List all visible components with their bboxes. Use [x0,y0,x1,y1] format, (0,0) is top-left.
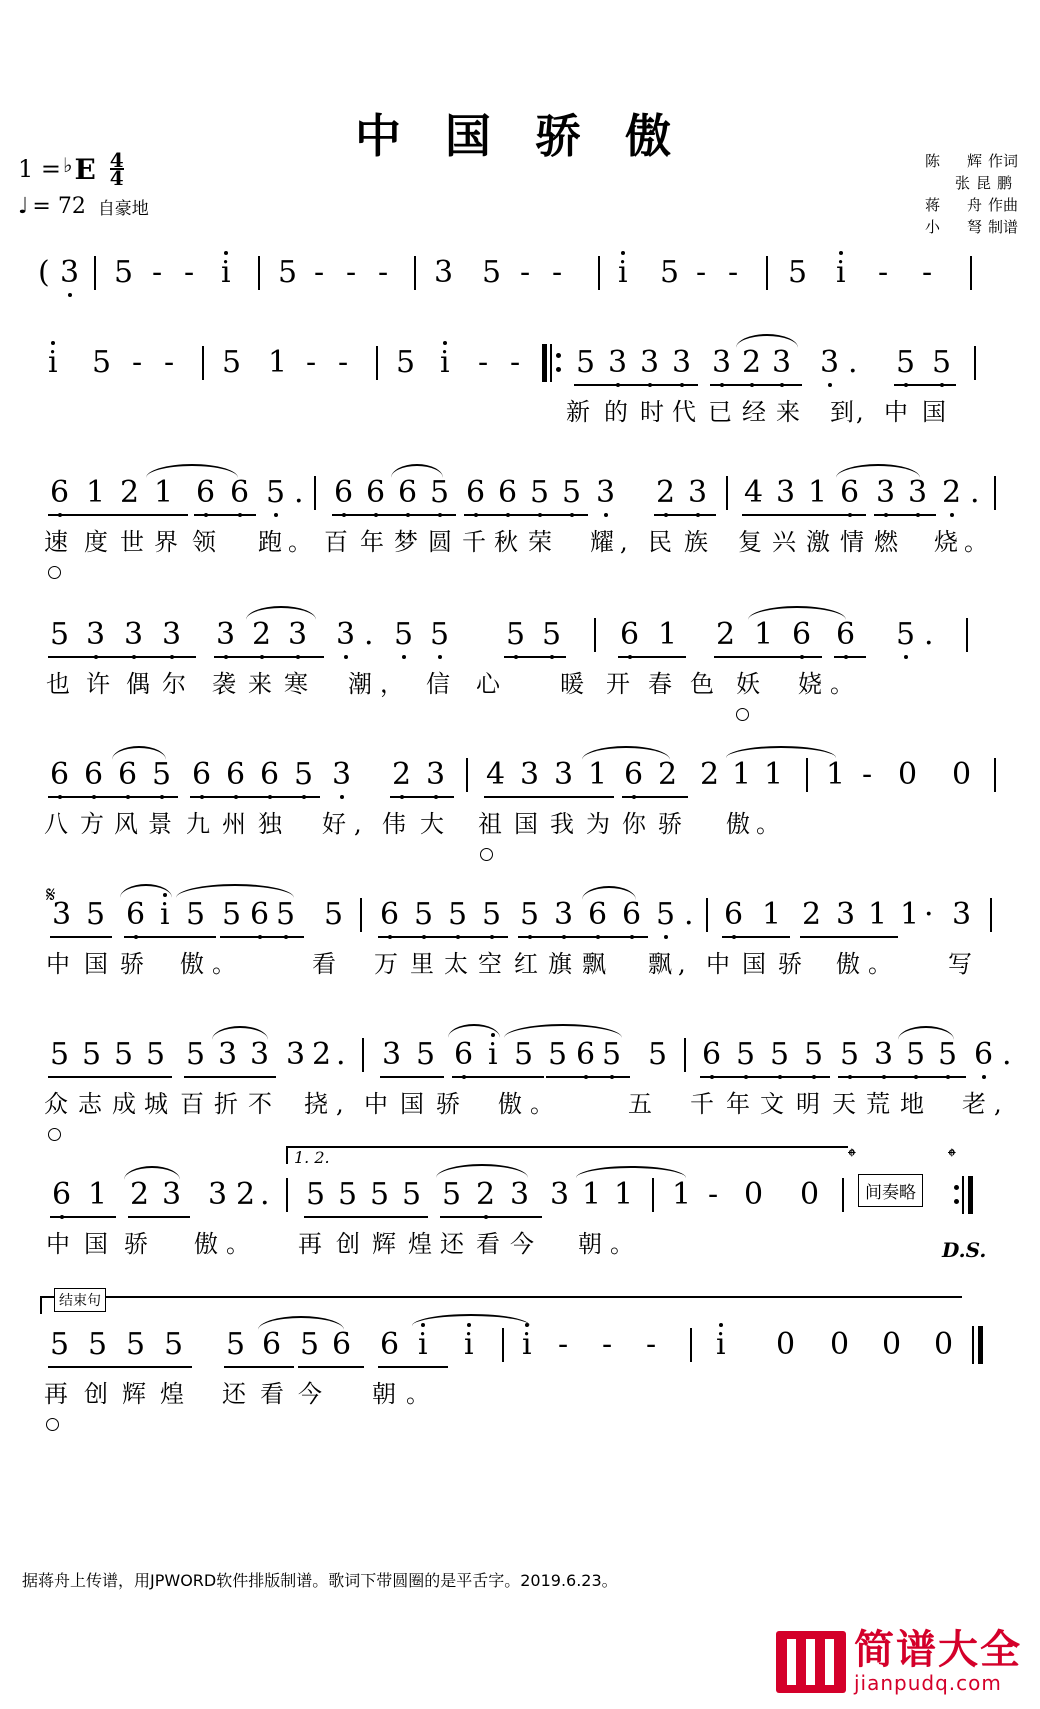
ending-label: 结束句 [54,1288,106,1312]
system-4-notes: 5 3 3 3 3 2 3 3 . 5 5 5 5 6 1 2 1 6 6 5 . [36,620,1040,666]
system-3-lyrics: 速 度 世 界 领 跑 。 百 年 梦 圆 千 秋 荣 耀 , 民 族 复 兴 激 情 燃 烧 。 [36,530,1040,570]
interlude-label: 间奏略 [858,1174,923,1207]
segno-icon: 𝄋 [46,882,56,907]
time-signature [109,148,124,190]
system-6-notes: 3 5 6 i 5 5 6 5 5 6 5 5 5 5 3 6 6 5 . 6 1 2 3 1 1 · 3 [36,900,1040,946]
tempo-note-icon: ♩ [18,194,29,219]
flat-sign: ♭ [63,153,73,177]
system-4 [36,617,1040,706]
footnote: 据蒋舟上传谱，用JPWORD软件排版制谱。歌词下带圆圈的是平舌字。2019.6.23。 [22,1571,618,1590]
key-prefix: 1 = [18,155,62,183]
coda-icon-2: 𝄌 [948,1144,956,1169]
mood-marking: 自豪地 [97,199,149,219]
system-5-notes: 6 6 6 5 6 6 6 5 3 2 3 4 3 3 1 6 2 2 1 1 1 - 0 0 [36,760,1040,806]
volta-label: 1. 2. [294,1148,330,1167]
engraver-name: 小 弩 [924,218,988,236]
system-2-lyrics: 新 的 时 代 已 经 来 到 , 中 国 [566,398,946,426]
system-4-lyrics: 也 许 偶 尔 袭 来 寒 潮 ， 信 心 暖 开 春 色 妖 娆 。 [36,672,1040,712]
system-5-lyrics: 八 方 风 景 九 州 独 好 , 伟 大 祖 国 我 为 你 骄 傲 。 [36,812,1040,852]
system-8 [36,1144,1040,1266]
system-1-notes: ( 3 5 - - i 5 - - - 3 5 - - i 5 - - 5 i - - [36,258,1040,304]
system-9-notes: 5 5 5 5 5 6 5 6 6 i i i - - - i 0 0 0 0 [36,1330,1040,1376]
ds-marking: D.S. [942,1238,987,1262]
coda-icon: 𝄌 [848,1144,856,1169]
system-8-notes: 6 1 2 3 3 2 . 5 5 5 5 5 2 3 3 1 1 1 - 0 0 间奏略 [36,1180,1040,1226]
logo-text-cn: 简谱大全 [854,1626,1022,1673]
system-7-lyrics: 众 志 成 城 百 折 不 挠 , 中 国 骄 傲 。 五 千 年 文 明 天 荒 地 老 , [36,1092,1040,1132]
system-9-lyrics: 再 创 辉 煌 还 看 今 朝 。 [36,1382,1040,1422]
piano-keys-icon [776,1631,846,1693]
tempo-value: = 72 [32,194,86,219]
system-3-notes: 6 1 2 1 6 6 5 . 6 6 6 5 6 6 5 5 3 2 3 4 3 1 6 3 3 2 . [36,478,1040,524]
page-title: 中 国 骄 傲 [354,109,686,163]
system-7 [36,1037,1040,1126]
lyricist2-name: 张昆鹏 [954,174,1018,192]
time-numerator: 4 [109,148,124,172]
system-3 [36,475,1040,564]
ending-bracket [40,1296,962,1314]
system-9 [36,1293,1040,1416]
system-1 [36,255,1040,304]
lyricist-name: 陈 辉 [924,152,988,170]
composer-name: 蒋 舟 [924,196,988,214]
engraver-role: 制谱 [987,218,1018,236]
site-logo[interactable] [776,1626,1022,1695]
volta-bracket [286,1146,848,1167]
system-7-notes: 5 5 5 5 5 3 3 3 2 . 3 5 6 i 5 5 6 5 5 6 5 5 5 5 3 5 5 6 . [36,1040,1040,1086]
system-8-lyrics: 中 国 骄 傲 。 再 创 辉 煌 还 看 今 朝 。 D.S. [46,1230,987,1262]
key-tempo-block [18,148,149,219]
logo-text-en: jianpudq.com [854,1671,1002,1695]
system-2-notes: i 5 - - 5 1 - - 5 i - - 5 3 3 3 3 2 3 3 . 5 5 [36,348,1040,394]
time-denominator: 4 [109,166,124,190]
system-2 [36,345,1040,434]
composer-role: 作曲 [987,196,1018,214]
lyricist-role: 作词 [987,152,1018,170]
key-letter: E [74,152,96,186]
system-6 [36,882,1040,986]
system-6-lyrics: 中 国 骄 傲 。 看 万 里 太 空 红 旗 飘 飘 , 中 国 骄 傲 。 写 [46,950,972,978]
system-5 [36,757,1040,846]
credits-block [925,150,1018,238]
